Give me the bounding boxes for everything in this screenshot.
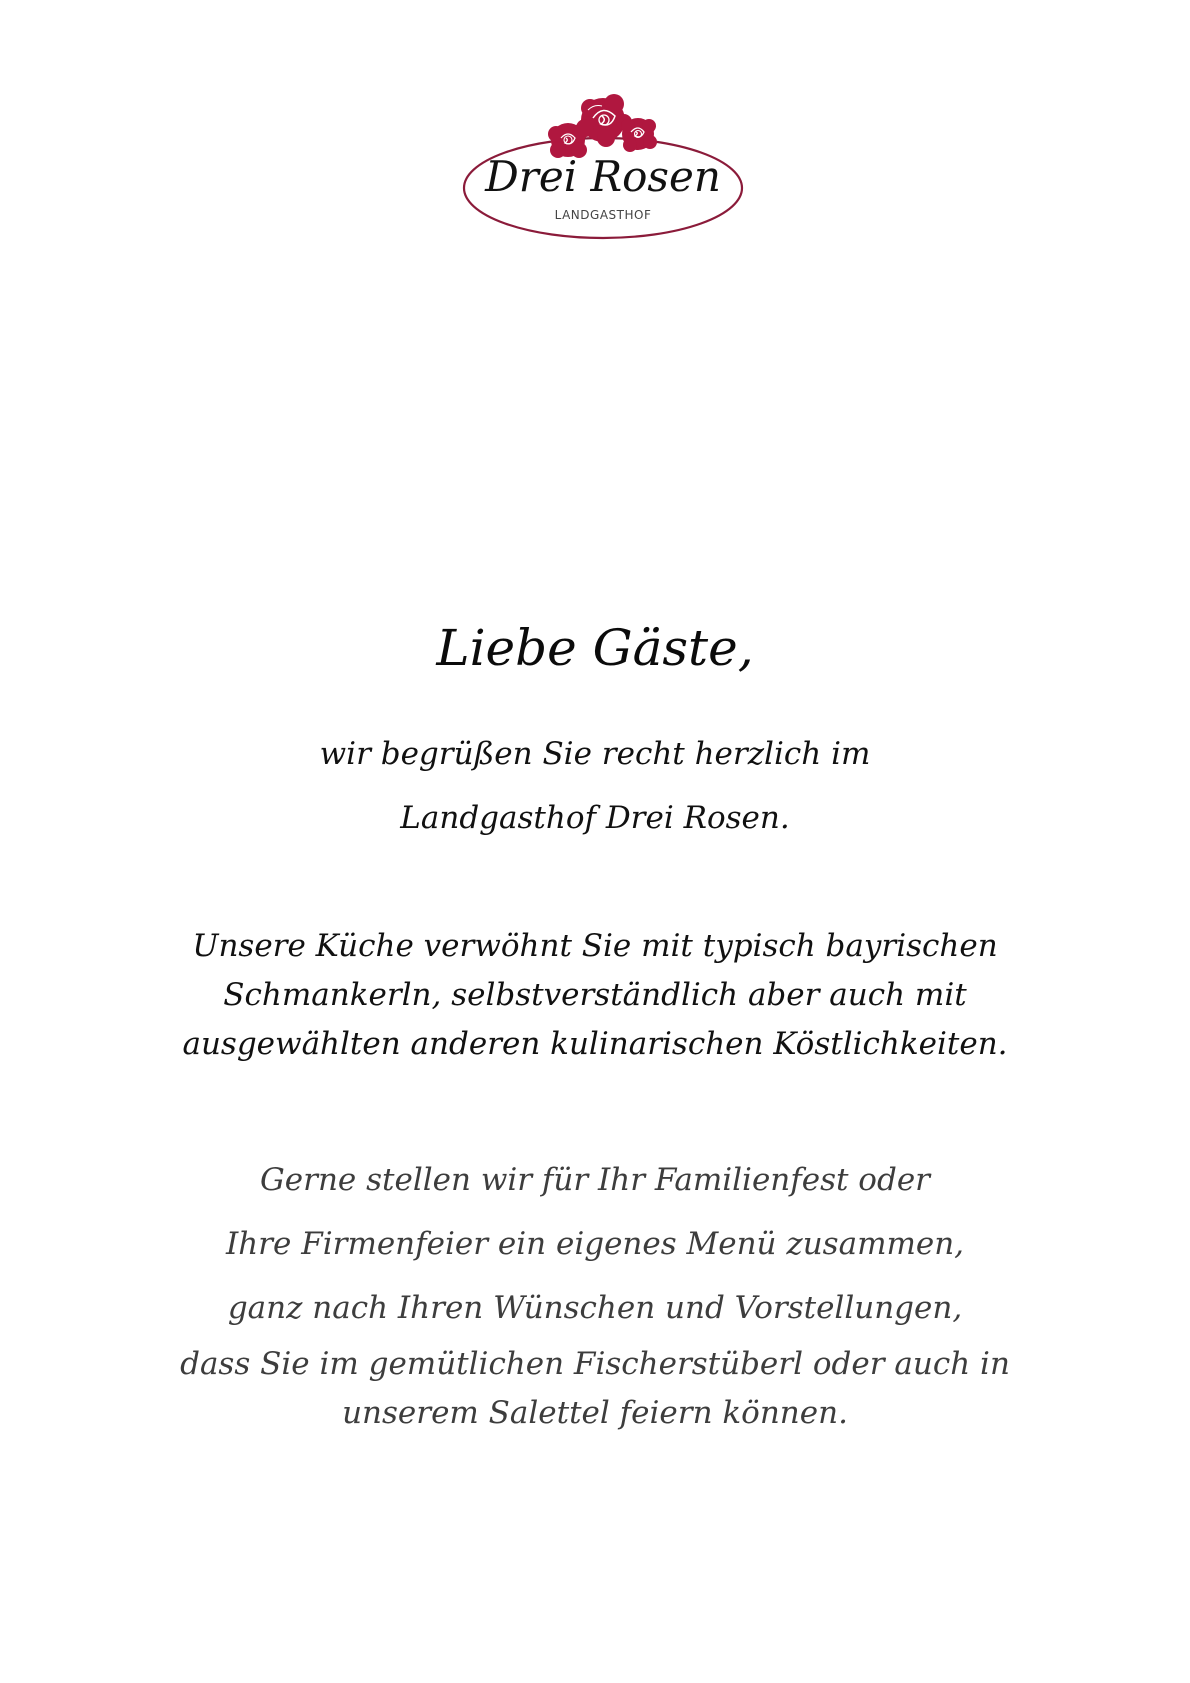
- greeting-heading: Liebe Gäste,: [436, 619, 754, 677]
- kitchen-line: ausgewählten anderen kulinarischen Köstlichkeiten.: [182, 1026, 1008, 1062]
- events-paragraph: [0, 1148, 1190, 1438]
- events-line: Ihre Firmenfeier ein eigenes Menü zusammen,: [225, 1226, 965, 1262]
- welcome-line: wir begrüßen Sie recht herzlich im: [319, 736, 871, 772]
- logo-title: Drei Rosen: [485, 152, 721, 201]
- logo-subtitle: LANDGASTHOF: [554, 208, 652, 222]
- rose-right-icon: [621, 118, 657, 152]
- events-line: ganz nach Ihren Wünschen und Vorstellungen,: [227, 1290, 963, 1326]
- kitchen-paragraph: [0, 922, 1190, 1069]
- kitchen-line: Unsere Küche verwöhnt Sie mit typisch bayrischen: [192, 928, 998, 964]
- welcome-line: Landgasthof Drei Rosen.: [400, 800, 790, 836]
- events-line: Gerne stellen wir für Ihr Familienfest oder: [260, 1162, 930, 1198]
- events-line: dass Sie im gemütlichen Fischerstüberl oder auch in: [180, 1346, 1010, 1382]
- kitchen-line: Schmankerln, selbstverständlich aber auch mit: [223, 977, 967, 1013]
- restaurant-logo: [460, 82, 746, 242]
- welcome-paragraph: [0, 722, 1190, 850]
- events-line: unserem Salettel feiern können.: [342, 1395, 848, 1431]
